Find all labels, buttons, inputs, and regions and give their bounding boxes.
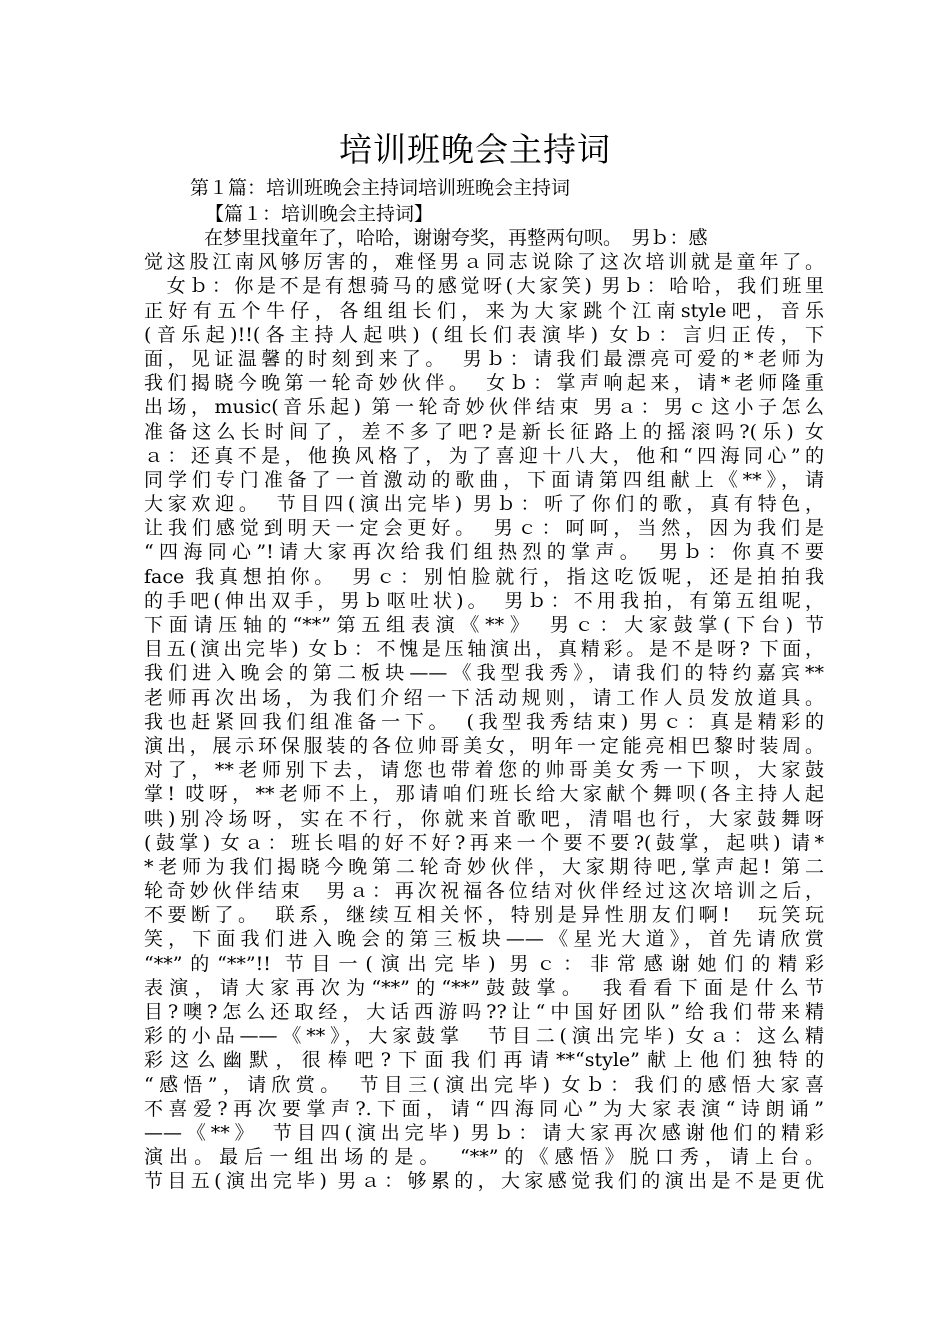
body-line: 表演，请大家再次为“**”的“**”鼓鼓掌。 我看看下面是什么节: [144, 976, 824, 999]
body-line: 女ｂ：你是不是有想骑马的感觉呀(大家笑) 男ｂ：哈哈，我们班里: [144, 275, 824, 298]
body-line: ａ：还真不是，他换风格了，为了喜迎十八大，他和“四海同心”的: [144, 444, 824, 467]
body-line: 老师再次出场，为我们介绍一下活动规则，请工作人员发放道具。: [144, 686, 824, 709]
section-heading: 【篇１：培训晚会主持词】: [205, 203, 434, 225]
body-line: (音乐起)!!(各主持人起哄) (组长们表演毕) 女ｂ：言归正传，下: [144, 323, 824, 346]
body-line: 出场，music(音乐起) 第一轮奇妙伙伴结束 男ａ：男ｃ这小子怎么: [144, 396, 824, 419]
body-line: face 我真想拍你。 男ｃ：别怕脸就行，指这吃饭呢，还是拍拍我: [144, 565, 824, 588]
body-line: 不要断了。 联系，继续互相关怀，特别是异性朋友们啊! 玩笑玩: [144, 904, 824, 927]
body-line: 我们进入晚会的第二板块——《我型我秀》，请我们的特约嘉宾**: [144, 662, 824, 685]
body-line: 笑，下面我们进入晚会的第三板块——《星光大道》，首先请欣赏: [144, 928, 824, 951]
body-line: 目五(演出完毕) 女ｂ：不愧是压轴演出，真精彩。是不是呀? 下面，: [144, 638, 824, 661]
body-line: *老师为我们揭晓今晚第二轮奇妙伙伴，大家期待吧,掌声起! 第二: [144, 855, 824, 878]
body-line: “**”的“**”!! 节目一(演出完毕) 男ｃ：非常感谢她们的精彩: [144, 952, 824, 975]
body-line: 大家欢迎。 节目四(演出完毕) 男ｂ：听了你们的歌，真有特色，: [144, 493, 824, 516]
body-line: 我们揭晓今晚第一轮奇妙伙伴。 女ｂ：掌声响起来，请*老师隆重: [144, 372, 824, 395]
body-line: 不喜爱?再次要掌声?.下面，请“四海同心”为大家表演“诗朗诵”: [144, 1097, 824, 1120]
body-line: (鼓掌) 女ａ：班长唱的好不好?再来一个要不要?(鼓掌，起哄) 请*: [144, 831, 824, 854]
body-line: ——《**》 节目四(演出完毕) 男ｂ：请大家再次感谢他们的精彩: [144, 1121, 824, 1144]
body-line: 我也赶紧回我们组准备一下。 (我型我秀结束) 男ｃ：真是精彩的: [144, 710, 824, 733]
body-line: 在梦里找童年了，哈哈，谢谢夸奖，再整两句呗。 男ｂ：感: [204, 227, 708, 249]
body-line: 轮奇妙伙伴结束 男ａ：再次祝福各位结对伙伴经过这次培训之后，: [144, 880, 824, 903]
body-line: “四海同心”!请大家再次给我们组热烈的掌声。 男ｂ：你真不要: [144, 541, 824, 564]
body-line: “感悟”，请欣赏。 节目三(演出完毕) 女ｂ：我们的感悟大家喜: [144, 1073, 824, 1096]
body-line: 彩这么幽默，很棒吧?下面我们再请**“style”献上他们独特的: [144, 1049, 824, 1072]
body-line: 演出。最后一组出场的是。 “**”的《感悟》脱口秀，请上台。: [144, 1146, 824, 1169]
body-line: 准备这么长时间了，差不多了吧?是新长征路上的摇滚吗?(乐) 女: [144, 420, 824, 443]
body-line: 彩的小品——《**》，大家鼓掌 节目二(演出完毕) 女ａ：这么精: [144, 1025, 824, 1048]
body-line: 节目五(演出完毕) 男ａ：够累的，大家感觉我们的演出是不是更优: [144, 1170, 824, 1193]
body-line: 的手吧(伸出双手，男ｂ呕吐状)。 男ｂ：不用我拍，有第五组呢，: [144, 589, 824, 612]
body-line: 掌! 哎呀，**老师不上，那请咱们班长给大家献个舞呗(各主持人起: [144, 783, 824, 806]
body-line: 面，见证温馨的时刻到来了。 男ｂ：请我们最漂亮可爱的*老师为: [144, 347, 824, 370]
document-subtitle: 第１篇：培训班晚会主持词培训班晚会主持词: [190, 177, 571, 199]
body-line: 觉这股江南风够厉害的，难怪男ａ同志说除了这次培训就是童年了。: [144, 251, 824, 274]
body-line: 让我们感觉到明天一定会更好。 男ｃ：呵呵，当然，因为我们是: [144, 517, 824, 540]
body-line: 对了，**老师别下去，请您也带着您的帅哥美女秀一下呗，大家鼓: [144, 759, 824, 782]
body-line: 哄)别冷场呀，实在不行，你就来首歌吧，清唱也行，大家鼓舞呀: [144, 807, 824, 830]
body-line: 目?噢?怎么还取经，大话西游吗??让“中国好团队”给我们带来精: [144, 1001, 824, 1023]
body-line: 同学们专门准备了一首激动的歌曲，下面请第四组献上《**》，请: [144, 468, 824, 491]
body-line: 正好有五个牛仔，各组组长们，来为大家跳个江南style吧，音乐: [144, 299, 824, 322]
body-text: [144, 226, 824, 1194]
document-title: 培训班晚会主持词: [339, 130, 611, 169]
body-line: 演出，展示环保服装的各位帅哥美女，明年一定能亮相巴黎时装周。: [144, 734, 824, 757]
body-line: 下面请压轴的“**”第五组表演《**》 男ｃ：大家鼓掌(下台) 节: [144, 614, 824, 636]
